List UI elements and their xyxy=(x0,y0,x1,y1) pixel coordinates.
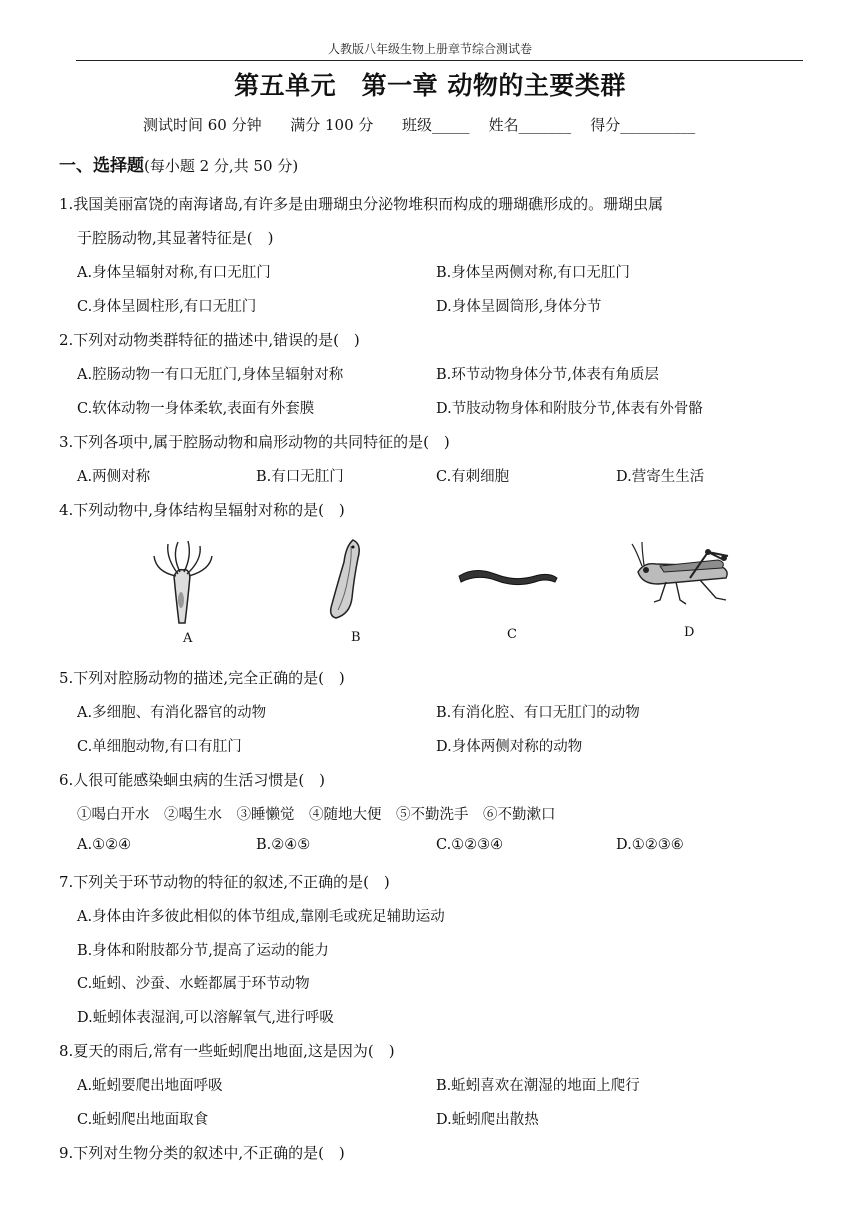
q6-option-d[interactable]: D.①②③⑥ xyxy=(616,837,684,853)
question-6-stem: 6.人很可能感染蛔虫病的生活习惯是( ) xyxy=(59,771,326,789)
q6-habits-list: ①喝白开水 ②喝生水 ③睡懒觉 ④随地大便 ⑤不勤洗手 ⑥不勤漱口 xyxy=(77,807,556,823)
q6-option-a[interactable]: A.①②④ xyxy=(77,837,132,853)
exam-time: 测试时间 60 分钟 xyxy=(143,116,262,134)
running-header: 人教版八年级生物上册章节综合测试卷 xyxy=(327,42,532,56)
section-heading xyxy=(59,151,298,176)
q1-option-d[interactable]: D.身体呈圆筒形,身体分节 xyxy=(436,299,602,315)
q8-option-b[interactable]: B.蚯蚓喜欢在潮湿的地面上爬行 xyxy=(436,1078,640,1094)
q1-option-c[interactable]: C.身体呈圆柱形,有口无肛门 xyxy=(77,299,257,315)
q8-option-a[interactable]: A.蚯蚓要爬出地面呼吸 xyxy=(77,1078,223,1094)
q3-option-a[interactable]: A.两侧对称 xyxy=(77,469,151,485)
q3-option-c[interactable]: C.有刺细胞 xyxy=(436,469,510,485)
q5-option-c[interactable]: C.单细胞动物,有口有肛门 xyxy=(77,739,242,755)
figure-label-a: A xyxy=(183,631,193,646)
figure-label-c: C xyxy=(507,627,517,642)
section-note: (每小题 2 分,共 50 分) xyxy=(144,157,299,175)
page-title: 第五单元 第一章 动物的主要类群 xyxy=(234,71,626,100)
exam-info-line xyxy=(143,114,695,135)
planarian-figure[interactable] xyxy=(318,538,378,623)
q8-option-c[interactable]: C.蚯蚓爬出地面取食 xyxy=(77,1112,209,1128)
score-field[interactable]: 得分__________ xyxy=(590,116,696,134)
q2-option-c[interactable]: C.软体动物一身体柔软,表面有外套膜 xyxy=(77,401,315,417)
q1-option-a[interactable]: A.身体呈辐射对称,有口无肛门 xyxy=(77,265,271,281)
q7-option-b[interactable]: B.身体和附肢都分节,提高了运动的能力 xyxy=(77,943,329,959)
q3-option-b[interactable]: B.有口无肛门 xyxy=(256,469,344,485)
q6-option-b[interactable]: B.②④⑤ xyxy=(256,837,311,853)
question-8-stem: 8.夏天的雨后,常有一些蚯蚓爬出地面,这是因为( ) xyxy=(59,1042,395,1060)
roundworm-figure[interactable] xyxy=(455,538,560,598)
full-score: 满分 100 分 xyxy=(290,116,374,134)
question-4-stem: 4.下列动物中,身体结构呈辐射对称的是( ) xyxy=(59,501,345,519)
q7-option-c[interactable]: C.蚯蚓、沙蚕、水蛭都属于环节动物 xyxy=(77,976,310,992)
question-1-stem-cont: 于腔肠动物,其显著特征是( ) xyxy=(77,229,274,247)
question-2-stem: 2.下列对动物类群特征的描述中,错误的是( ) xyxy=(59,331,360,349)
question-9-stem: 9.下列对生物分类的叙述中,不正确的是( ) xyxy=(59,1144,345,1162)
q1-option-b[interactable]: B.身体呈两侧对称,有口无肛门 xyxy=(436,265,630,281)
q7-option-d[interactable]: D.蚯蚓体表湿润,可以溶解氧气,进行呼吸 xyxy=(77,1010,334,1026)
figure-label-d: D xyxy=(684,625,695,640)
header-rule xyxy=(76,60,803,61)
question-3-stem: 3.下列各项中,属于腔肠动物和扁形动物的共同特征的是( ) xyxy=(59,433,450,451)
q2-option-b[interactable]: B.环节动物身体分节,体表有角质层 xyxy=(436,367,659,383)
q6-option-c[interactable]: C.①②③④ xyxy=(436,837,504,853)
q5-option-b[interactable]: B.有消化腔、有口无肛门的动物 xyxy=(436,705,640,721)
hydra-figure[interactable] xyxy=(148,538,218,628)
q8-option-d[interactable]: D.蚯蚓爬出散热 xyxy=(436,1112,539,1128)
question-7-stem: 7.下列关于环节动物的特征的叙述,不正确的是( ) xyxy=(59,873,390,891)
class-field[interactable]: 班级_____ xyxy=(402,116,470,134)
grasshopper-figure[interactable] xyxy=(630,538,740,618)
name-field[interactable]: 姓名_______ xyxy=(488,116,572,134)
q5-option-d[interactable]: D.身体两侧对称的动物 xyxy=(436,739,583,755)
question-5-stem: 5.下列对腔肠动物的描述,完全正确的是( ) xyxy=(59,669,345,687)
figure-label-b: B xyxy=(351,630,361,645)
q7-option-a[interactable]: A.身体由许多彼此相似的体节组成,靠刚毛或疣足辅助运动 xyxy=(77,909,445,925)
question-1-stem: 1.我国美丽富饶的南海诸岛,有许多是由珊瑚虫分泌物堆积而构成的珊瑚礁形成的。珊瑚虫属 xyxy=(59,195,664,213)
q3-option-d[interactable]: D.营寄生生活 xyxy=(616,469,705,485)
q2-option-a[interactable]: A.腔肠动物一有口无肛门,身体呈辐射对称 xyxy=(77,367,344,383)
q5-option-a[interactable]: A.多细胞、有消化器官的动物 xyxy=(77,705,267,721)
section-title: 一、选择题 xyxy=(59,156,144,176)
q2-option-d[interactable]: D.节肢动物身体和附肢分节,体表有外骨骼 xyxy=(436,401,703,417)
